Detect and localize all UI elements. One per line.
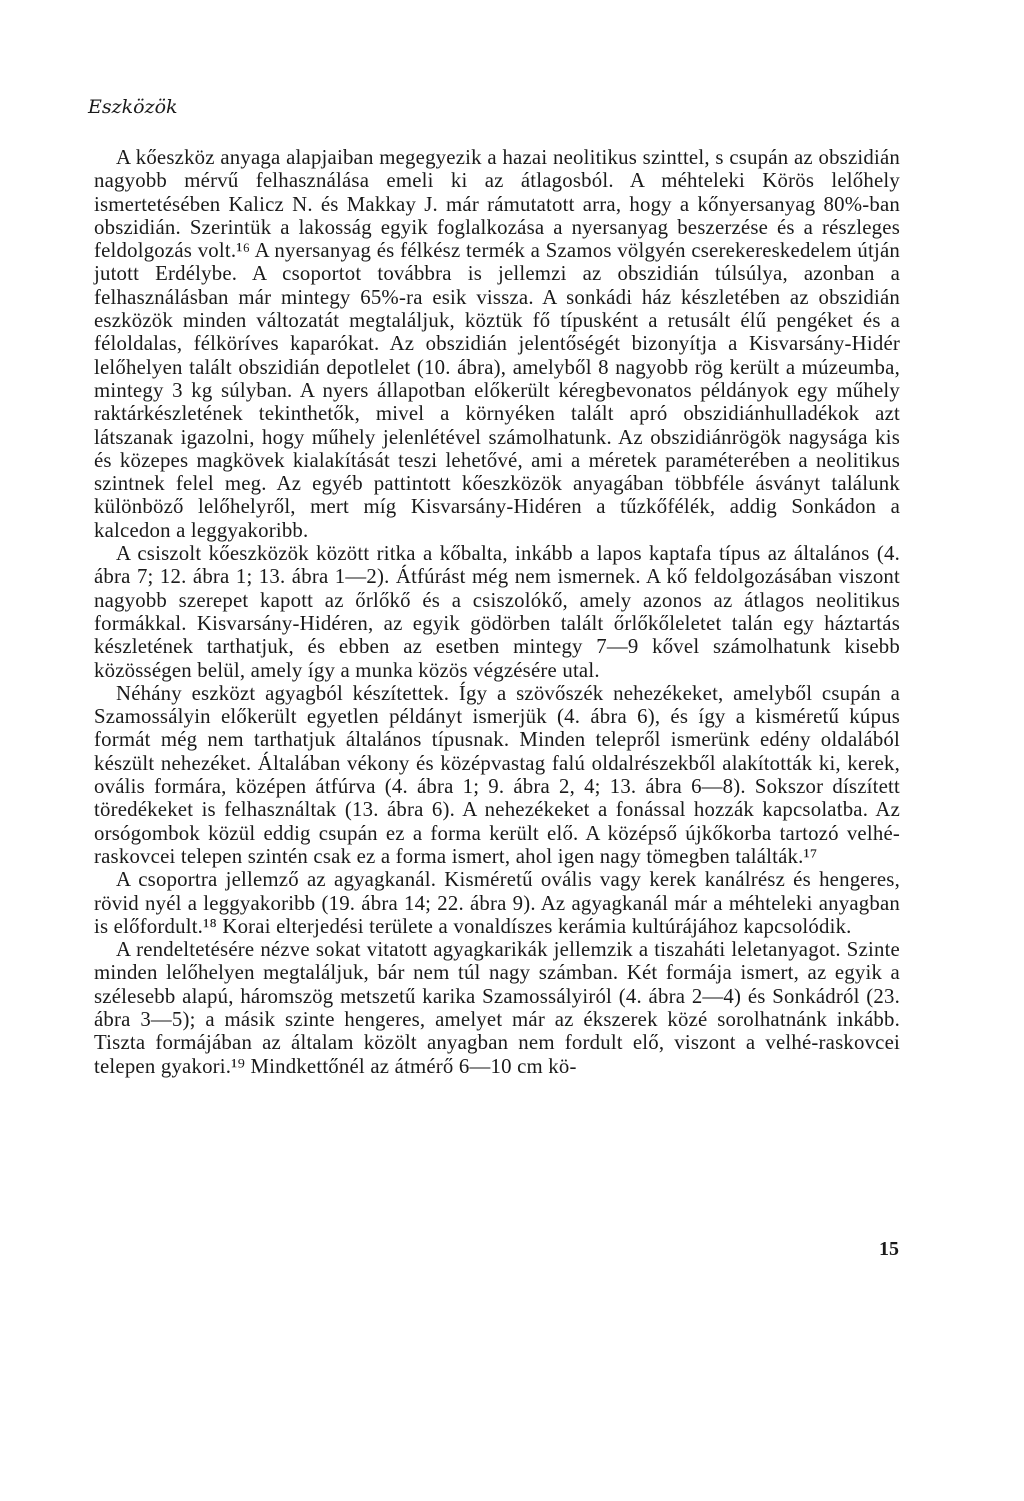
paragraph-polished-stone-tools: A csiszolt kőeszközök között ritka a kőbalta, inkább a lapos kaptafa típus az általános (4. ábra 7; 12. ábra 1; 13. ábra 1—2). Átfúrást még nem ismernek. A kő feldolgozásában viszont nagyobb szerepet kapott az őrlőkő és a csiszolókő, amely azonos az átlagos neolitikus formákkal. Kisvarsány-Hidéren, az egyik gödörben talált őrlőkőleletet talán egy háztartás készletének tarthatjuk, és ebben az esetben mintegy 7—9 kővel számolhatunk kisebb közösségen belül, amely így a munka közös végzésére utal.: [94, 542, 900, 682]
running-header: Eszközök: [88, 96, 178, 118]
body-text: [94, 146, 900, 1078]
page-number: 15: [879, 1238, 899, 1260]
paragraph-clay-spoon: A csoportra jellemző az agyagkanál. Kisméretű ovális vagy kerek kanálrész és hengeres, rövid nyél a leggyakoribb (19. ábra 14; 22. ábra 9). Az agyagkanál már a méhteleki anyagban is előfordult.¹⁸ Korai elterjedési területe a vonaldíszes kerámia kultúrájához kapcsolódik.: [94, 868, 900, 938]
paragraph-clay-tools: Néhány eszközt agyagból készítettek. Így a szövőszék nehezékeket, amelyből csupán a Szamossályin előkerült egyetlen példányt ismerjük (4. ábra 6), és így a kisméretű kúpus formát még nem tarthatjuk általános típusnak. Minden telepről ismerünk edény oldalából készült nehezéket. Általában vékony és középvastag falú oldalrészekből alakították ki, kerek, ovális formára, középen átfúrva (4. ábra 1; 9. ábra 2, 4; 13. ábra 6—8). Sokszor díszített töredékeket is felhasználtak (13. ábra 6). A nehezékeket a fonással hozzák kapcsolatba. Az orsógombok közül eddig csupán ez a forma került elő. A középső újkőkorba tartozó velhé-raskovcei telepen szintén csak ez a forma ismert, ahol igen nagy tömegben találták.¹⁷: [94, 681, 900, 868]
paragraph-clay-rings: A rendeltetésére nézve sokat vitatott agyagkarikák jellemzik a tiszaháti leletanyagot. Szinte minden lelőhelyen megtaláljuk, bár nem túl nagy számban. Két formája ismert, az egyik a szélesebb alapú, háromszög metszetű karika Szamossályiról (4. ábra 2—4) és Sonkádról (23. ábra 3—5); a másik szinte hengeres, amelyet már az ékszerek közé sorolhatnánk inkább. Tiszta formájában az általam közölt anyagban nem fordult elő, viszont a velhé-raskovcei telepen gyakori.¹⁹ Mindkettőnél az átmérő 6—10 cm kö-: [94, 938, 900, 1078]
paragraph-stone-tools: A kőeszköz anyaga alapjaiban megegyezik a hazai neolitikus szinttel, s csupán az obszidián nagyobb mérvű felhasználása emeli ki az átlagosból. A méhteleki Körös lelőhely ismertetésében Kalicz N. és Makkay J. már rámutatott arra, hogy a kőnyersanyag 80%-ban obszidián. Szerintük a lakosság egyik foglalkozása a nyersanyag beszerzése és a részleges feldolgozás volt.¹⁶ A nyersanyag és félkész termék a Szamos völgyén cserekereskedelem útján jutott Erdélybe. A csoportot továbbra is jellemzi az obszidián túlsúlya, azonban a felhasználásban már mintegy 65%-ra esik vissza. A sonkádi ház készletében az obszidián eszközök minden változatát megtaláljuk, köztük fő típusként a retusált élű pengéket és a féloldalas, félköríves kaparókat. Az obszidián jelentőségét bizonyítja a Kisvarsány-Hidér lelőhelyen talált obszidián depotlelet (10. ábra), amelyből 8 nagyobb rög került a múzeumba, mintegy 3 kg súlyban. A nyers állapotban előkerült kéregbevonatos példányok egy műhely raktárkészletének tekinthetők, mivel a környéken talált apró obszidiánhulladékok azt látszanak igazolni, hogy műhely jelenlétével számolhatunk. Az obszidiánrögök nagysága kis és közepes magkövek kialakítását teszi lehetővé, ami a méretek paraméterében a neolitikus szintnek felel meg. Az egyéb pattintott kőeszközök anyagában többféle ásványt találunk különböző lelőhelyről, mert míg Kisvarsány-Hidéren a tűzkőfélék, addig Sonkádon a kalcedon a leggyakoribb.: [94, 146, 900, 542]
